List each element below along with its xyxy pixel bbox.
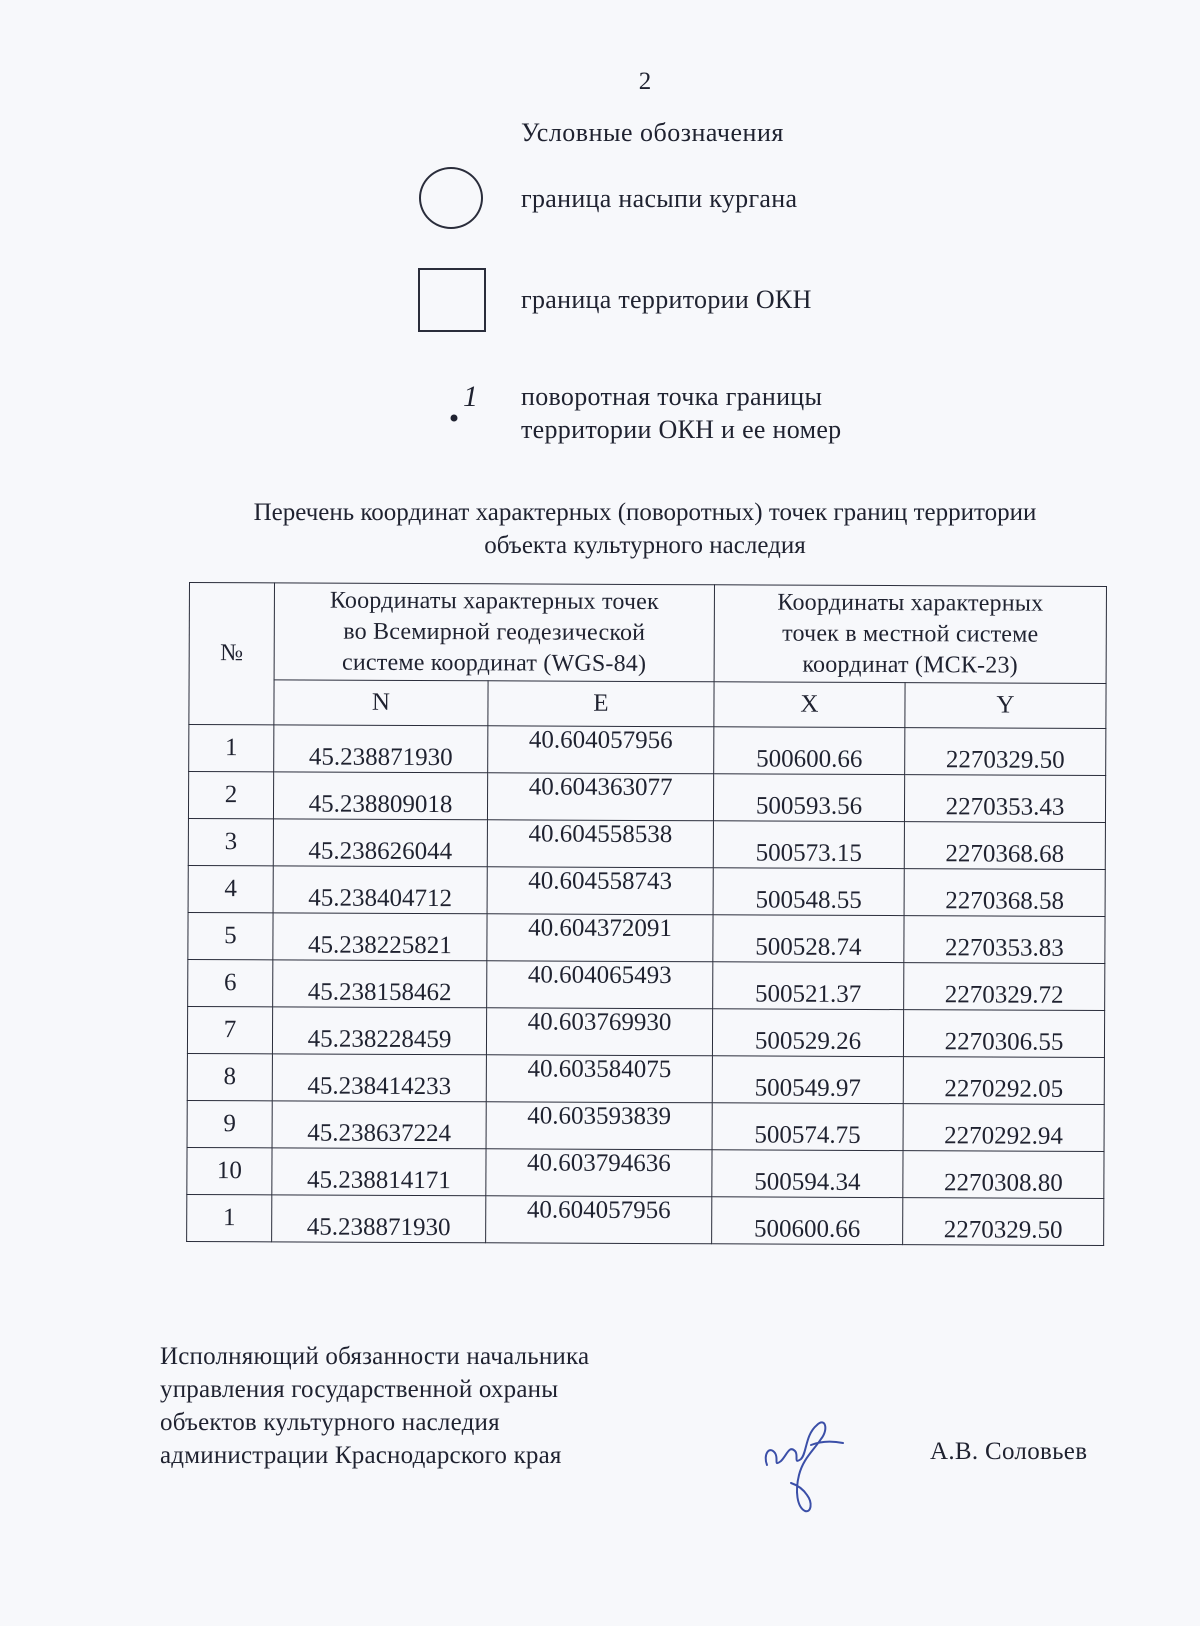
row-number: 5 (188, 912, 273, 959)
table-caption-line1: Перечень координат характерных (поворотных) точек границ территории (253, 499, 1037, 526)
legend-title: Условные обозначения (521, 118, 784, 147)
msk-header (714, 585, 1106, 684)
turning-point-dot (451, 415, 458, 422)
e-value: 40.604558538 (487, 820, 713, 868)
n-value: 45.238871930 (272, 1195, 486, 1243)
num-header: № (189, 583, 275, 725)
legend-label-mound-boundary: граница насыпи кургана (521, 184, 798, 213)
table-caption-line2: объекта культурного наследия (484, 532, 806, 559)
y-value: 2270329.50 (905, 728, 1106, 776)
legend-label-turning-point-line2: территории ОКН и ее номер (521, 415, 842, 444)
handwritten-signature (755, 1395, 855, 1515)
n-header: N (274, 680, 488, 726)
table-caption (0, 496, 1200, 562)
y-value: 2270329.72 (904, 963, 1105, 1011)
e-value: 40.604065493 (487, 961, 713, 1009)
y-value: 2270353.83 (904, 916, 1105, 964)
x-value: 500574.75 (712, 1103, 903, 1151)
legend-label-turning-point (521, 380, 841, 446)
n-value: 45.238414233 (272, 1054, 486, 1102)
coordinates-table (186, 582, 1107, 1246)
e-value: 40.604057956 (486, 1196, 712, 1244)
y-value: 2270306.55 (903, 1010, 1104, 1058)
n-value: 45.238809018 (273, 772, 487, 820)
y-value: 2270353.43 (904, 775, 1105, 823)
n-value: 45.238228459 (272, 1007, 486, 1055)
x-value: 500593.56 (713, 774, 904, 822)
row-number: 9 (187, 1100, 272, 1147)
e-value: 40.604558743 (487, 867, 713, 915)
n-value: 45.238225821 (273, 913, 487, 961)
y-value: 2270329.50 (903, 1198, 1104, 1246)
table-row (187, 1194, 1104, 1245)
y-value: 2270292.94 (903, 1104, 1104, 1152)
wgs-header (274, 583, 714, 682)
wgs-header-line1: Координаты характерных точек (329, 587, 659, 615)
turning-point-number: 1 (463, 380, 478, 413)
e-value: 40.604372091 (487, 914, 713, 962)
signer-name: А.В. Соловьев (930, 1438, 1088, 1465)
e-value: 40.603584075 (486, 1055, 712, 1103)
x-value: 500529.26 (712, 1009, 903, 1057)
msk-header-line2: точек в местной системе (782, 620, 1039, 648)
n-value: 45.238404712 (273, 866, 487, 914)
table-row (188, 865, 1105, 916)
n-value: 45.238626044 (273, 819, 487, 867)
table-row (189, 725, 1106, 776)
row-number: 7 (187, 1006, 272, 1053)
n-value: 45.238637224 (272, 1101, 486, 1149)
x-value: 500528.74 (713, 915, 904, 963)
row-number: 1 (189, 725, 274, 772)
signer-position-line1: Исполняющий обязанности начальника (160, 1343, 590, 1370)
table-row (187, 1053, 1104, 1104)
table-row (188, 818, 1105, 869)
row-number: 6 (188, 959, 273, 1006)
table-row (188, 772, 1105, 823)
e-value: 40.604363077 (487, 773, 713, 821)
signer-position-line2: управления государственной охраны (160, 1376, 559, 1403)
e-value: 40.603593839 (486, 1102, 712, 1150)
row-number: 1 (187, 1194, 272, 1241)
e-value: 40.604057956 (488, 726, 714, 774)
table-row (188, 959, 1105, 1010)
y-value: 2270368.58 (904, 869, 1105, 917)
x-value: 500549.97 (712, 1056, 903, 1104)
wgs-header-line2: во Всемирной геодезической (343, 618, 646, 646)
e-value: 40.603769930 (486, 1008, 712, 1056)
row-number: 4 (188, 865, 273, 912)
y-value: 2270292.05 (903, 1057, 1104, 1105)
signer-position (160, 1340, 589, 1472)
e-value: 40.603794636 (486, 1149, 712, 1197)
n-value: 45.238814171 (272, 1148, 486, 1196)
msk-header-line1: Координаты характерных (777, 589, 1044, 617)
table-row (188, 912, 1105, 963)
row-number: 10 (187, 1147, 272, 1194)
n-value: 45.238158462 (273, 960, 487, 1008)
turning-point-icon (447, 378, 487, 448)
y-value: 2270368.68 (904, 822, 1105, 870)
table-row (187, 1006, 1104, 1057)
x-value: 500600.66 (712, 1197, 903, 1245)
signer-position-line4: администрации Краснодарского края (160, 1442, 562, 1469)
table-row (187, 1147, 1104, 1198)
row-number: 8 (187, 1053, 272, 1100)
x-header: X (714, 682, 905, 728)
legend-label-turning-point-line1: поворотная точка границы (521, 382, 823, 411)
square-icon (418, 268, 486, 332)
row-number: 2 (188, 772, 273, 819)
x-value: 500594.34 (712, 1150, 903, 1198)
n-value: 45.238871930 (274, 725, 488, 773)
row-number: 3 (188, 818, 273, 865)
signer-position-line3: объектов культурного наследия (160, 1409, 500, 1436)
circle-icon (419, 167, 483, 229)
x-value: 500548.55 (713, 868, 904, 916)
msk-header-line3: координат (МСК-23) (802, 651, 1018, 679)
table-row (187, 1100, 1104, 1151)
x-value: 500600.66 (714, 727, 905, 775)
y-value: 2270308.80 (903, 1151, 1104, 1199)
x-value: 500521.37 (713, 962, 904, 1010)
wgs-header-line3: системе координат (WGS-84) (342, 649, 647, 677)
y-header: Y (905, 683, 1106, 729)
legend-label-territory-boundary: граница территории ОКН (521, 285, 812, 314)
page-number: 2 (638, 68, 652, 95)
x-value: 500573.15 (713, 821, 904, 869)
e-header: E (488, 681, 714, 727)
